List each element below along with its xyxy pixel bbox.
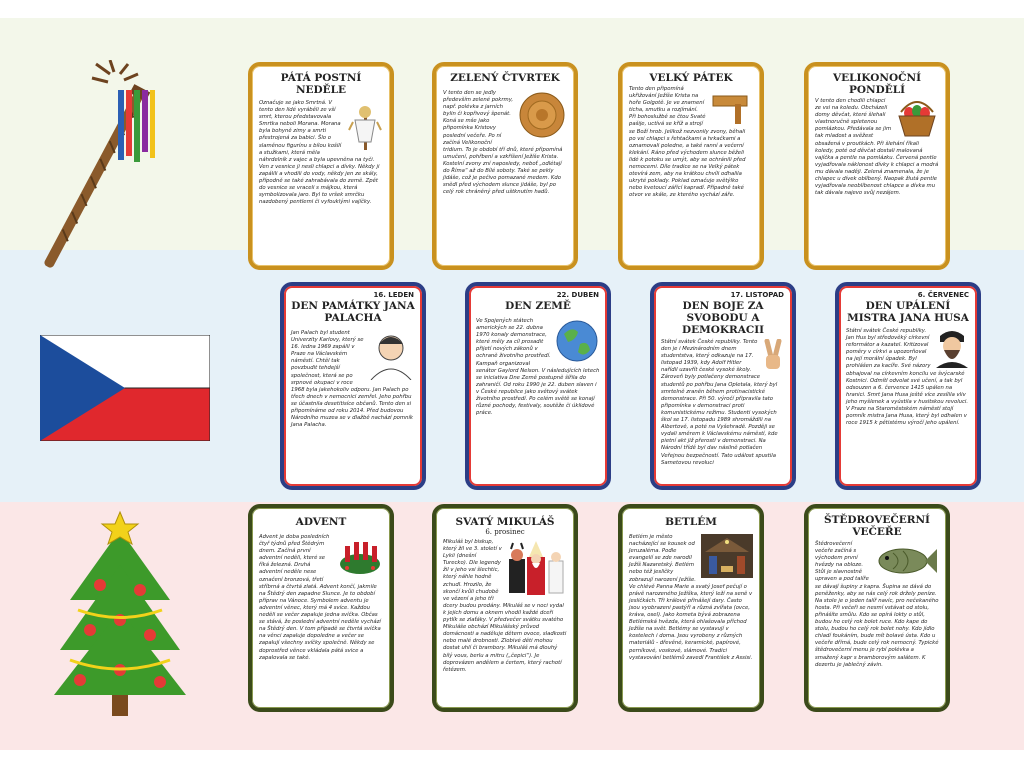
easter-basket-icon <box>895 98 939 138</box>
advent-wreath-icon <box>337 534 383 578</box>
card-title: DEN PAMÁTKY JANA PALACHA <box>291 300 415 324</box>
card-den-boje-za-svobodu <box>650 282 796 490</box>
card-text: Mikuláš byl biskup, který žil ve 3. století v Lykii (dnešní Turecko). Dle legendy žil v jeho vsi šlechtic, který náhle hodně zchudl. Hrozilo, že skončí kvůli chudobě ve vězení a jeho tři dcery budou prodány. Mikuláš se v noci vydal k jejich domu a oknem vhodil každé dceři pytlík se zlaťáky. V předvečer svátku svatého Mikuláše obchází Mikulášský průvod domácnosti a naděluje dětem ovoce, sladkosti nebo malé drobnosti. Zlobivé děti mohou dostat uhlí či brambory. Mikuláš má dlouhý bílý vous, berlu a mitru („čepici“). Je doprovázen andělem a čertem, který rachotí řetězem. <box>443 539 567 673</box>
card-text: Jan Palach byl student Univerzity Karlovy, který se 16. ledna 1969 zapálil v Praze na Václavském náměstí. Chtěl tak povzbudit tehdejší společnost, která se po srpnové okupaci v roce 1968 byla jakehokoliv odporu. Jan Palach po třech dnech v nemocnici zemřel. Jeho pohřbu se účastnila desetitisíce občanů. Tento den si připomínáme od roku 2014. Před budovou Národního muzea se v dlažbě nachází pomník Jana Palacha. <box>291 330 413 429</box>
card-svaty-mikulas <box>432 504 578 712</box>
card-text: Tento den připomíná ukřižování Ježíše Krista na hoře Golgotě. Je ve znamení ticha, smutku a rozjímání. Při bohoslužbě se čtou Svaté pašije, uctívá se kříž a strojí se Boží hrob. Jelikož nezvonily zvony, běhali po vsi chlapci s řehtačkami a hrkačkami a oznamovali poledne, a také ranní a večerní klekání. Ráno před východem slunce běželi lidé k potoku se umýt, aby se ochránili před nemocemi. Díle tradice se na Velký pátek otevírá zem, aby na krátkou chvíli odhalila ukryté poklady. Poklad označuje světýlko nebo kvetoucí zářící kapradí. Případně také otvor ve skále, ze kterého vychází záře. <box>629 86 746 199</box>
card-stedrovecerni-vecere <box>804 504 950 712</box>
morana-icon <box>347 100 383 150</box>
card-title: SVATÝ MIKULÁŠ <box>455 516 555 528</box>
card-betlem <box>618 504 764 712</box>
pomlazka-icon <box>40 60 160 280</box>
card-text: V tento den chodili chlapci ze vsi na koledu. Obcházeli domy děvčat, které šlehali vlastnoručně spletenou pomlázkou. Předávala se jim tak mladost a svěžest obsažená v proutkách. Při šlehání říkali koledy, poté od děvčat dostali malovaná vajíčka a pentle na pomlázku. Červená pentle vyjadřovala náklonost dívky k chlapci a modrá mu dávala naději. Zelená znamenala, že je chlapec u dívek oblíbený. Naopak žlutá pentle vyjadřovala neoblíbenost chlapce a dívka mu tak dávala najevo svůj nezájem. <box>815 98 939 197</box>
card-date: 6. ČERVENEC <box>917 291 969 299</box>
card-title: ADVENT <box>295 516 347 528</box>
mikulas-devil-angel-icon <box>505 539 567 595</box>
card-date: 17. LISTOPAD <box>730 291 784 299</box>
card-text: V tento den se jedly především zelené pokrmy, např. polévka z jarních bylin či kopřivový špenát. Koná se mše jako připomínka Kristovy poslední večeře. Po ní začíná Velikonoční tridium. To je období tří dnů, které připomíná umučení, pohřbení a vzkříšení Ježíše Krista. Kostelní zvony zní naposledy, neboť „odlétají do Říma“ až do Bílé soboty. Také se pekly jidáše, což je pečivo pomazané medem. Kdo snědl před východem slunce jidáše, byl po celý rok chráněný před uštknutím hadů. <box>443 90 563 196</box>
card-title: ZELENÝ ČTVRTEK <box>450 72 560 84</box>
card-title: VELIKONOČNÍ PONDĚLÍ <box>832 72 922 96</box>
card-title: DEN ZEMĚ <box>505 300 571 312</box>
card-velky-patek <box>618 62 764 270</box>
jidase-pastry-icon <box>517 90 567 140</box>
card-date: 22. DUBEN <box>556 291 599 299</box>
christmas-tree-icon <box>50 510 190 720</box>
card-den-zeme <box>465 282 611 490</box>
jan-palach-portrait-icon <box>367 330 415 380</box>
card-pata-postni-nedele <box>248 62 394 270</box>
card-velikonocni-pondeli <box>804 62 950 270</box>
victory-hand-icon <box>761 339 785 371</box>
card-text: Štědrovečerní večeře začíná s východem první hvězdy na obloze. Stůl je slavnostně upraven a pod talíře se dávají šupiny z kapra. Šupina se dává do peněženky, aby se nás celý rok držely peníze. Na stole je o jeden talíř navíc, pro nečekaného hosta. Při večeři se nesmí vstávat od stolu, přinášíte smůlu. Kdo se opírá lokty o stůl, budou ho celý rok bolet ruce. Kdo kape do stolu, budou ho celý rok bolet nohy. Kdo jídlo chladí foukáním, bude mít bolavé ústa. Kdo u večeře dřímá, bude celý rok nemocný. Typické štědrovečerní menu je rybí polévka a smažený kapr s bramborovým salátem. K dezertu je jablečný závin. <box>815 541 939 668</box>
card-title: PÁTÁ POSTNÍ NEDĚLE <box>280 72 362 96</box>
card-title: DEN BOJE ZA SVOBODU A DEMOKRACII <box>681 300 765 336</box>
card-text: Státní svátek České republiky. Tento den je i Mezinárodním dnem studentstva, který odkazuje na 17. listopad 1939, kdy Adolf Hitler nařídil uzavřít české vysoké školy. Zároveň byly potlačeny demonstrace studentů po pohřbu Jana Opletala, který byl smrtelně zraněn během protinacistické demonstrace. Při 50. výročí připravila tato připomínka v demonstraci proti komunistickému režimu. Studenti vysokých škol se 17. listopadu 1989 shromáždili na Albertově, a poté na Vyšehradě. Později se vydali směrem k Václavskému náměstí, kde pietní akt již přerostl v demonstraci. Na Národní třídě byl dav násilně potlačen Veřejnou bezpečností. Tato událost spustila Sametovou revoluci <box>661 339 778 466</box>
card-den-pamatky-jana-palacha <box>280 282 426 490</box>
card-title: VELKÝ PÁTEK <box>649 72 733 84</box>
card-zeleny-ctvrtek <box>432 62 578 270</box>
rattle-icon <box>709 86 753 126</box>
card-text: Státní svátek České republiky. Jan Hus byl středověký církevní reformátor a kazatel. Kritizoval poměry v církvi a upozorňoval na její morální úpadek. Byl prohlášen za kacíře. Své názory obhajoval na církevním koncilu ve švýcarské Kostnici. Odmítl odvolat své učení, a tak byl odsouzen a 6. července 1415 upálen na hranici. Smrt Jana Husa ještě více zesílila vliv jeho myšlenek a vyústila v husitskou revoluci. V Praze na Staroměstském náměstí stojí pomník mistra Jana Husa, který byl odhalen v roce 1915 k pětistému výročí jeho upálení. <box>846 328 969 427</box>
carp-fish-icon <box>873 541 939 581</box>
czech-flag-icon <box>40 335 210 441</box>
card-advent <box>248 504 394 712</box>
nativity-scene-icon <box>701 534 753 578</box>
card-text: Ve Spojených státech amerických se 22. dubna 1970 konaly demonstrace, které měly za cíl prosadit přijetí nových zákonů v ochraně životního prostředí. Kampaň organizoval senátor Gaylord Nelson. V následujících letech se iniciativa Dne Země postupně šířila do zahraničí. Od roku 1990 je 22. duben slaven i v České republice jako světový svátek životního prostředí. Po celém světě se konají různé pochody, festivaly, soutěže či úklidové práce. <box>476 318 600 417</box>
card-title: DEN UPÁLENÍ MISTRA JANA HUSA <box>847 300 969 324</box>
earth-globe-icon <box>554 318 600 364</box>
card-den-upaleni-jana-husa <box>835 282 981 490</box>
card-subtitle: 6. prosinec <box>485 528 525 536</box>
card-text: Advent je doba posledních čtyř týdnů před Štědrým dnem. Začíná první adventní neděli, které se říká železná. Druhá adventní neděle nese označení bronzová, třetí stříbrná a čtvrtá zlatá. Advent končí, jakmile na Štědrý den zapadne Slunce. Je to období příprav na Vánoce. Symbolem adventu je adventní věnec, který má 4 svíce. Každou neděli se večer zapaluje jedna svíčka. Občas se stává, že poslední adventní neděle vychází na Štědrý den. V tom případě se čtvrtá svíčka na věnci zapaluje dopoledne a večer se zapalují všechny svíčky společně. Někdy se doprostřed věnce vkládala pátá svice a zapalovala se také. <box>259 534 381 661</box>
card-date: 16. LEDEN <box>373 291 414 299</box>
card-title: BETLÉM <box>665 516 717 528</box>
jan-hus-portrait-icon <box>934 328 970 368</box>
card-text: Označuje se jako Smrtná. V tento den lidé vyráběli ze vší smrt, kterou představovala Smrtka neboli Morana. Morana byla bohyně zimy a smrti přestrojená za babici. Šlo o slaměnou figurínu s bílou košilí a stužkami, která měla náhrdelník z vajec a byla upevněna na tyči. Ven z vesnice ji nesli chlapci a dívky. Někdy ji zapálili a vhodili do vody, někdy jen ze skály, přípodně se také zahrabávala do země. Zpět do vesnice se vraceli s májkou, která symbolizovala jaro. Byl to vršek smrčku nazdobený pentlemi či vyfouklými vajíčky. <box>259 100 380 206</box>
card-title: ŠTĚDROVEČERNÍ VEČEŘE <box>824 514 930 538</box>
card-text: Betlém je město nacházející se kousek od Jeruzaléma. Podle evangelií se zde narodil Ježíš Nazaretský. Betlém nebo též jesličky zobrazují narození Ježíše. Ve chlévě Panna Marie a svatý Josef pečují o právě narozeného Ježíška, který leží na seně v jesličkách. Tři králové přinášejí dary. Často jsou vyobrazeni pastýři a různá zvířata (ovce, kráva, osel). Jako kometa bývá zobrazena Betlémská hvězda, která ohlašovala příchod Ježíše na svět. Betlémy se vystavují v kostelech i doma. Jsou vyrobeny z různých materiálů - dřevěné, keramické, papírové, perníkové, voskové, slámové. Tradici vystavování betlémů zavedl František z Assisi. <box>629 534 753 661</box>
